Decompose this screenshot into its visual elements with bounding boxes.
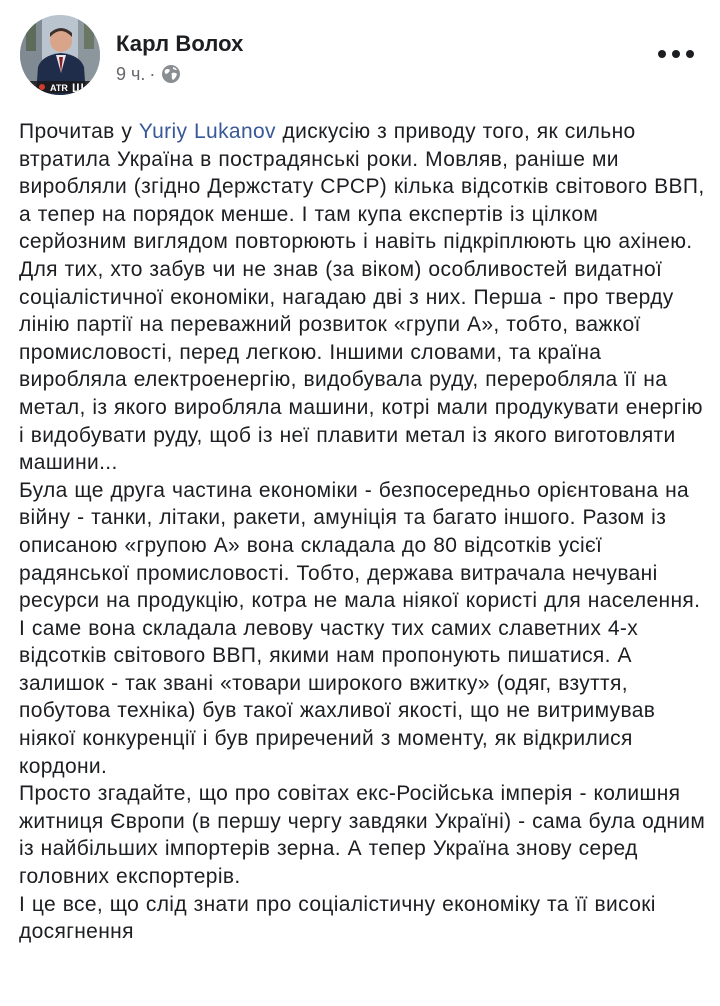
more-dot-icon — [686, 50, 694, 58]
post-paragraph: Просто згадайте, що про совітах екс-Російська імперія - колишня житниця Європи (в першу чергу завдяки Україні) - сама була одним із найбільших імпортерів зерна. А тепер Україна знову серед головних експортерів. — [19, 782, 706, 889]
avatar-badge-text: ATR — [50, 83, 68, 93]
post-time[interactable]: 9 ч. — [116, 63, 146, 84]
intro-after-text: дискусію з приводу того, як сильно втратила Україна в пострадянські роки. Мовляв, раніше ми виробляли (згідно Держстату СРСР) кілька відсотків світового ВВП, а тепер на порядок менше. І там купа експертів із цілком серйозним виглядом повторюють і навіть підкріплюють цю ахінею. — [19, 120, 705, 254]
more-options-button[interactable] — [658, 44, 694, 64]
avatar-photo — [20, 15, 100, 95]
author-name[interactable]: Карл Волох — [116, 31, 244, 56]
more-dot-icon — [658, 50, 666, 58]
more-dot-icon — [672, 50, 680, 58]
avatar[interactable] — [20, 15, 100, 95]
mention-link[interactable]: Yuriy Lukanov — [138, 120, 276, 143]
post-meta — [116, 63, 181, 85]
globe-icon[interactable] — [161, 64, 181, 84]
post-text — [19, 118, 709, 946]
intro-before-text: Прочитав у — [19, 120, 139, 143]
post-paragraph: І це все, що слід знати про соціалістичну економіку та її високі досягнення — [19, 892, 656, 944]
post-paragraph: Для тих, хто забув чи не знав (за віком) особливостей видатної соціалістичної економіки, нагадаю дві з них. Перша - про тверду лінію партії на переважний розвиток «групи А», тобто, важкої промисловості, перед легкою. Іншими словами, та країна виробляла електроенергію, видобувала руду, переробляла її на метал, із якого виробляла машини, котрі мали продукувати енергію і видобувати руду, щоб із неї плавити метал із якого виготовляти машини... — [19, 257, 703, 475]
post-paragraph-intro — [19, 118, 709, 256]
post-paragraph: Була ще друга частина економіки - безпосередньо орієнтована на війну - танки, літаки, ракети, амуніція та багато іншого. Разом із описаною «групою А» вона складала до 80 відсотків усієї радянської промисловості. Тобто, держава витрачала нечувані ресурси на продукцію, котра не мала ніякої користі для населення. І саме вона складала левову частку тих самих славетних 4-х відсотків світового ВВП, якими нам пропонують пишатися. А залишок - так звані «товари широкого вжитку» (одяг, взуття, побутова техніка) був такої жахливої якості, що не витримував ніякої конкуренції і був приречений з моменту, як відкрилися кордони. — [19, 478, 701, 778]
meta-separator: · — [149, 63, 156, 84]
post-header — [0, 0, 720, 110]
svg-text:Щ: Щ — [72, 81, 85, 95]
